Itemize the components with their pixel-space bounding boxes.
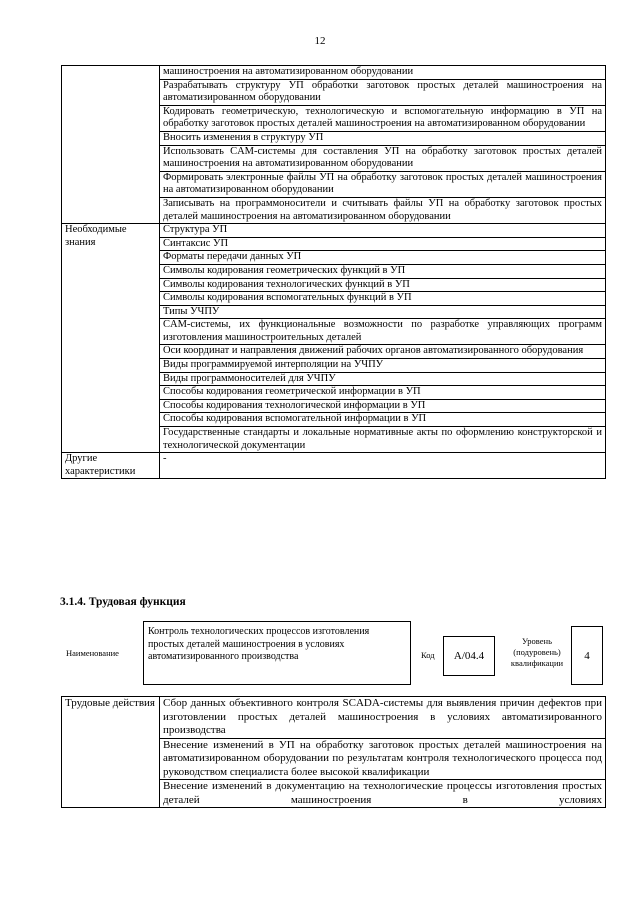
skill-item: Кодировать геометрическую, технологическую и вспомогательную информацию в УП на обработку заготовок простых деталей машиностроения на автоматизированном оборудовании (160, 105, 606, 131)
knowledge-item: Оси координат и направления движений рабочих органов автоматизированного оборудования (160, 345, 606, 359)
knowledge-item: Типы УЧПУ (160, 305, 606, 319)
table-row (62, 66, 606, 80)
page-number: 12 (314, 35, 326, 47)
knowledge-item: Форматы передачи данных УП (160, 251, 606, 265)
qualification-level-label: Уровень (подуровень) квалификации (510, 636, 564, 668)
table-row (62, 453, 606, 479)
action-item: Сбор данных объективного контроля SCADA-системы для выявления причин дефектов при изготовлении простых деталей машиностроения в условиях автоматизированного производства (160, 697, 606, 739)
skill-item: машиностроения на автоматизированном оборудовании (160, 66, 606, 80)
function-name-value: Контроль технологических процессов изготовления простых деталей машиностроения в условиях автоматизированного производства (143, 621, 411, 685)
other-value: - (160, 453, 606, 479)
knowledge-label: Необходимые знания (62, 224, 160, 453)
skill-item: Вносить изменения в структуру УП (160, 131, 606, 145)
section-title: 3.1.4. Трудовая функция (60, 596, 186, 608)
knowledge-item: Символы кодирования геометрических функций в УП (160, 264, 606, 278)
other-label: Другие характеристики (62, 453, 160, 479)
knowledge-item: Символы кодирования вспомогательных функций в УП (160, 292, 606, 306)
table-row (62, 224, 606, 238)
knowledge-item: Синтаксис УП (160, 237, 606, 251)
function-name-label: Наименование (66, 648, 119, 658)
knowledge-item: CAM-системы, их функциональные возможности по разработке управляющих программ изготовления машиностроительных деталей (160, 319, 606, 345)
knowledge-item: Структура УП (160, 224, 606, 238)
knowledge-item: Виды программоносителей для УЧПУ (160, 372, 606, 386)
qualification-level-value: 4 (571, 626, 603, 685)
action-item: Внесение изменений в документацию на технологические процессы изготовления простых деталей машиностроения в условиях (160, 780, 606, 808)
actions-label: Трудовые действия (62, 697, 160, 808)
knowledge-item: Способы кодирования технологической информации в УП (160, 399, 606, 413)
labor-actions-table (61, 696, 606, 808)
knowledge-item: Символы кодирования технологических функций в УП (160, 278, 606, 292)
knowledge-item: Способы кодирования вспомогательной информации в УП (160, 413, 606, 427)
knowledge-item: Способы кодирования геометрической информации в УП (160, 386, 606, 400)
skills-label-cell (62, 66, 160, 224)
knowledge-item: Государственные стандарты и локальные нормативные акты по оформлению конструкторской и технологической документации (160, 427, 606, 453)
skills-knowledge-table (61, 65, 606, 479)
skill-item: Формировать электронные файлы УП на обработку заготовок простых деталей машиностроения на автоматизированном оборудовании (160, 171, 606, 197)
skill-item: Записывать на программоносители и считывать файлы УП на обработку заготовок простых деталей машиностроения на автоматизированном оборудовании (160, 197, 606, 223)
action-item: Внесение изменений в УП на обработку заготовок простых деталей машиностроения на автоматизированном оборудовании по результатам контроля технологического процесса под руководством специалиста более высокой квалификации (160, 738, 606, 780)
knowledge-item: Виды программируемой интерполяции на УЧПУ (160, 359, 606, 373)
skill-item: Разрабатывать структуру УП обработки заготовок простых деталей машиностроения на автоматизированном оборудовании (160, 79, 606, 105)
skill-item: Использовать CAM-системы для составления УП на обработку заготовок простых деталей машиностроения на автоматизированном оборудовании (160, 145, 606, 171)
function-code-label: Код (421, 650, 435, 660)
function-code-value: А/04.4 (443, 636, 495, 676)
table-row (62, 697, 606, 739)
